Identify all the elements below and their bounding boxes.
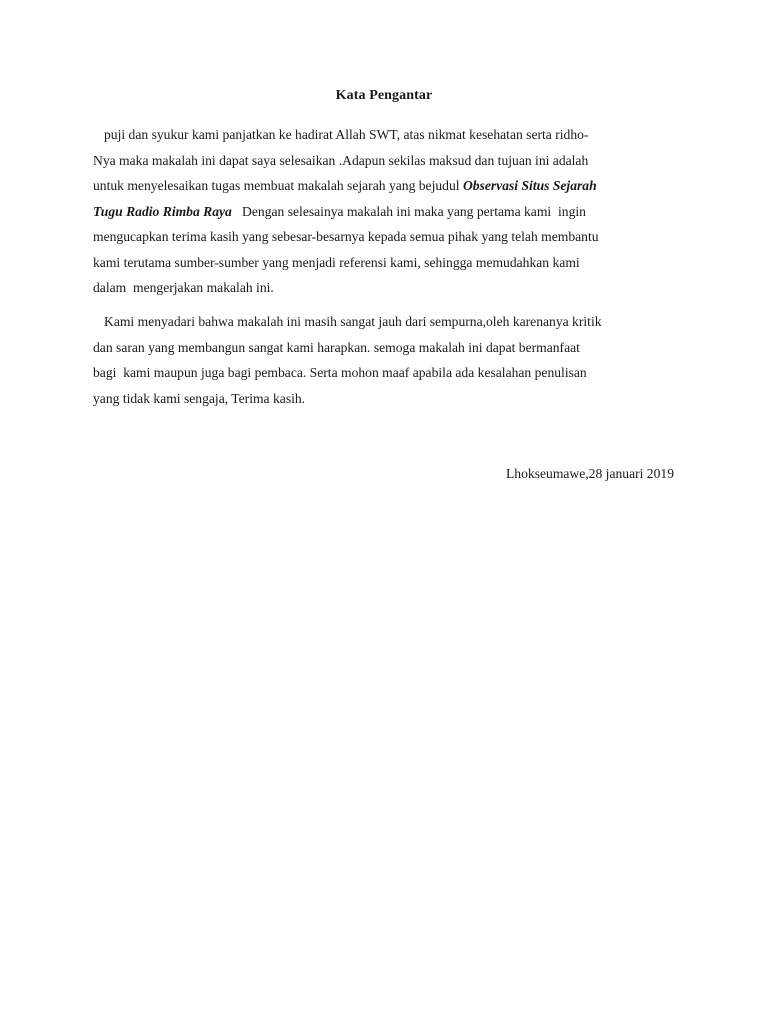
line-text: untuk menyelesaikan tugas membuat makalah sejarah yang bejudul <box>93 178 463 193</box>
paragraph-line <box>93 309 683 335</box>
paragraph-line: dalam mengerjakan makalah ini. <box>93 280 274 295</box>
line-text: puji dan syukur kami panjatkan ke hadirat Allah SWT, atas nikmat kesehatan serta ridho- <box>104 127 589 142</box>
report-title-emphasis: Tugu Radio Rimba Raya <box>93 203 232 219</box>
paragraph-intro <box>93 122 683 301</box>
line-text: Kami menyadari bahwa makalah ini masih sangat jauh dari sempurna,oleh karenanya kritik <box>104 314 602 329</box>
place-and-date: Lhokseumawe,28 januari 2019 <box>506 466 674 481</box>
report-title-emphasis: Observasi Situs Sejarah <box>462 178 597 193</box>
page-title: Kata Pengantar <box>335 88 433 103</box>
paragraph-line: Nya maka makalah ini dapat saya selesaikan .Adapun sekilas maksud dan tujuan ini adalah <box>93 152 589 168</box>
paragraph-line <box>93 122 683 148</box>
paragraph-line: yang tidak kami sengaja, Terima kasih. <box>93 390 306 406</box>
paragraph-line: mengucapkan terima kasih yang sebesar-besarnya kepada semua pihak yang telah membantu <box>93 229 599 244</box>
paragraph-line: kami terutama sumber-sumber yang menjadi referensi kami, sehingga memudahkan kami <box>93 254 580 270</box>
paragraph-line <box>93 199 683 225</box>
paragraph-line: dan saran yang membangun sangat kami harapkan. semoga makalah ini dapat bermanfaat <box>93 339 580 355</box>
paragraph-line: bagi kami maupun juga bagi pembaca. Serta mohon maaf apabila ada kesalahan penulisan <box>93 365 587 380</box>
paragraph-line <box>93 173 683 199</box>
paragraph-closing <box>93 309 683 411</box>
line-text: Dengan selesainya makalah ini maka yang pertama kami ingin <box>231 203 586 219</box>
